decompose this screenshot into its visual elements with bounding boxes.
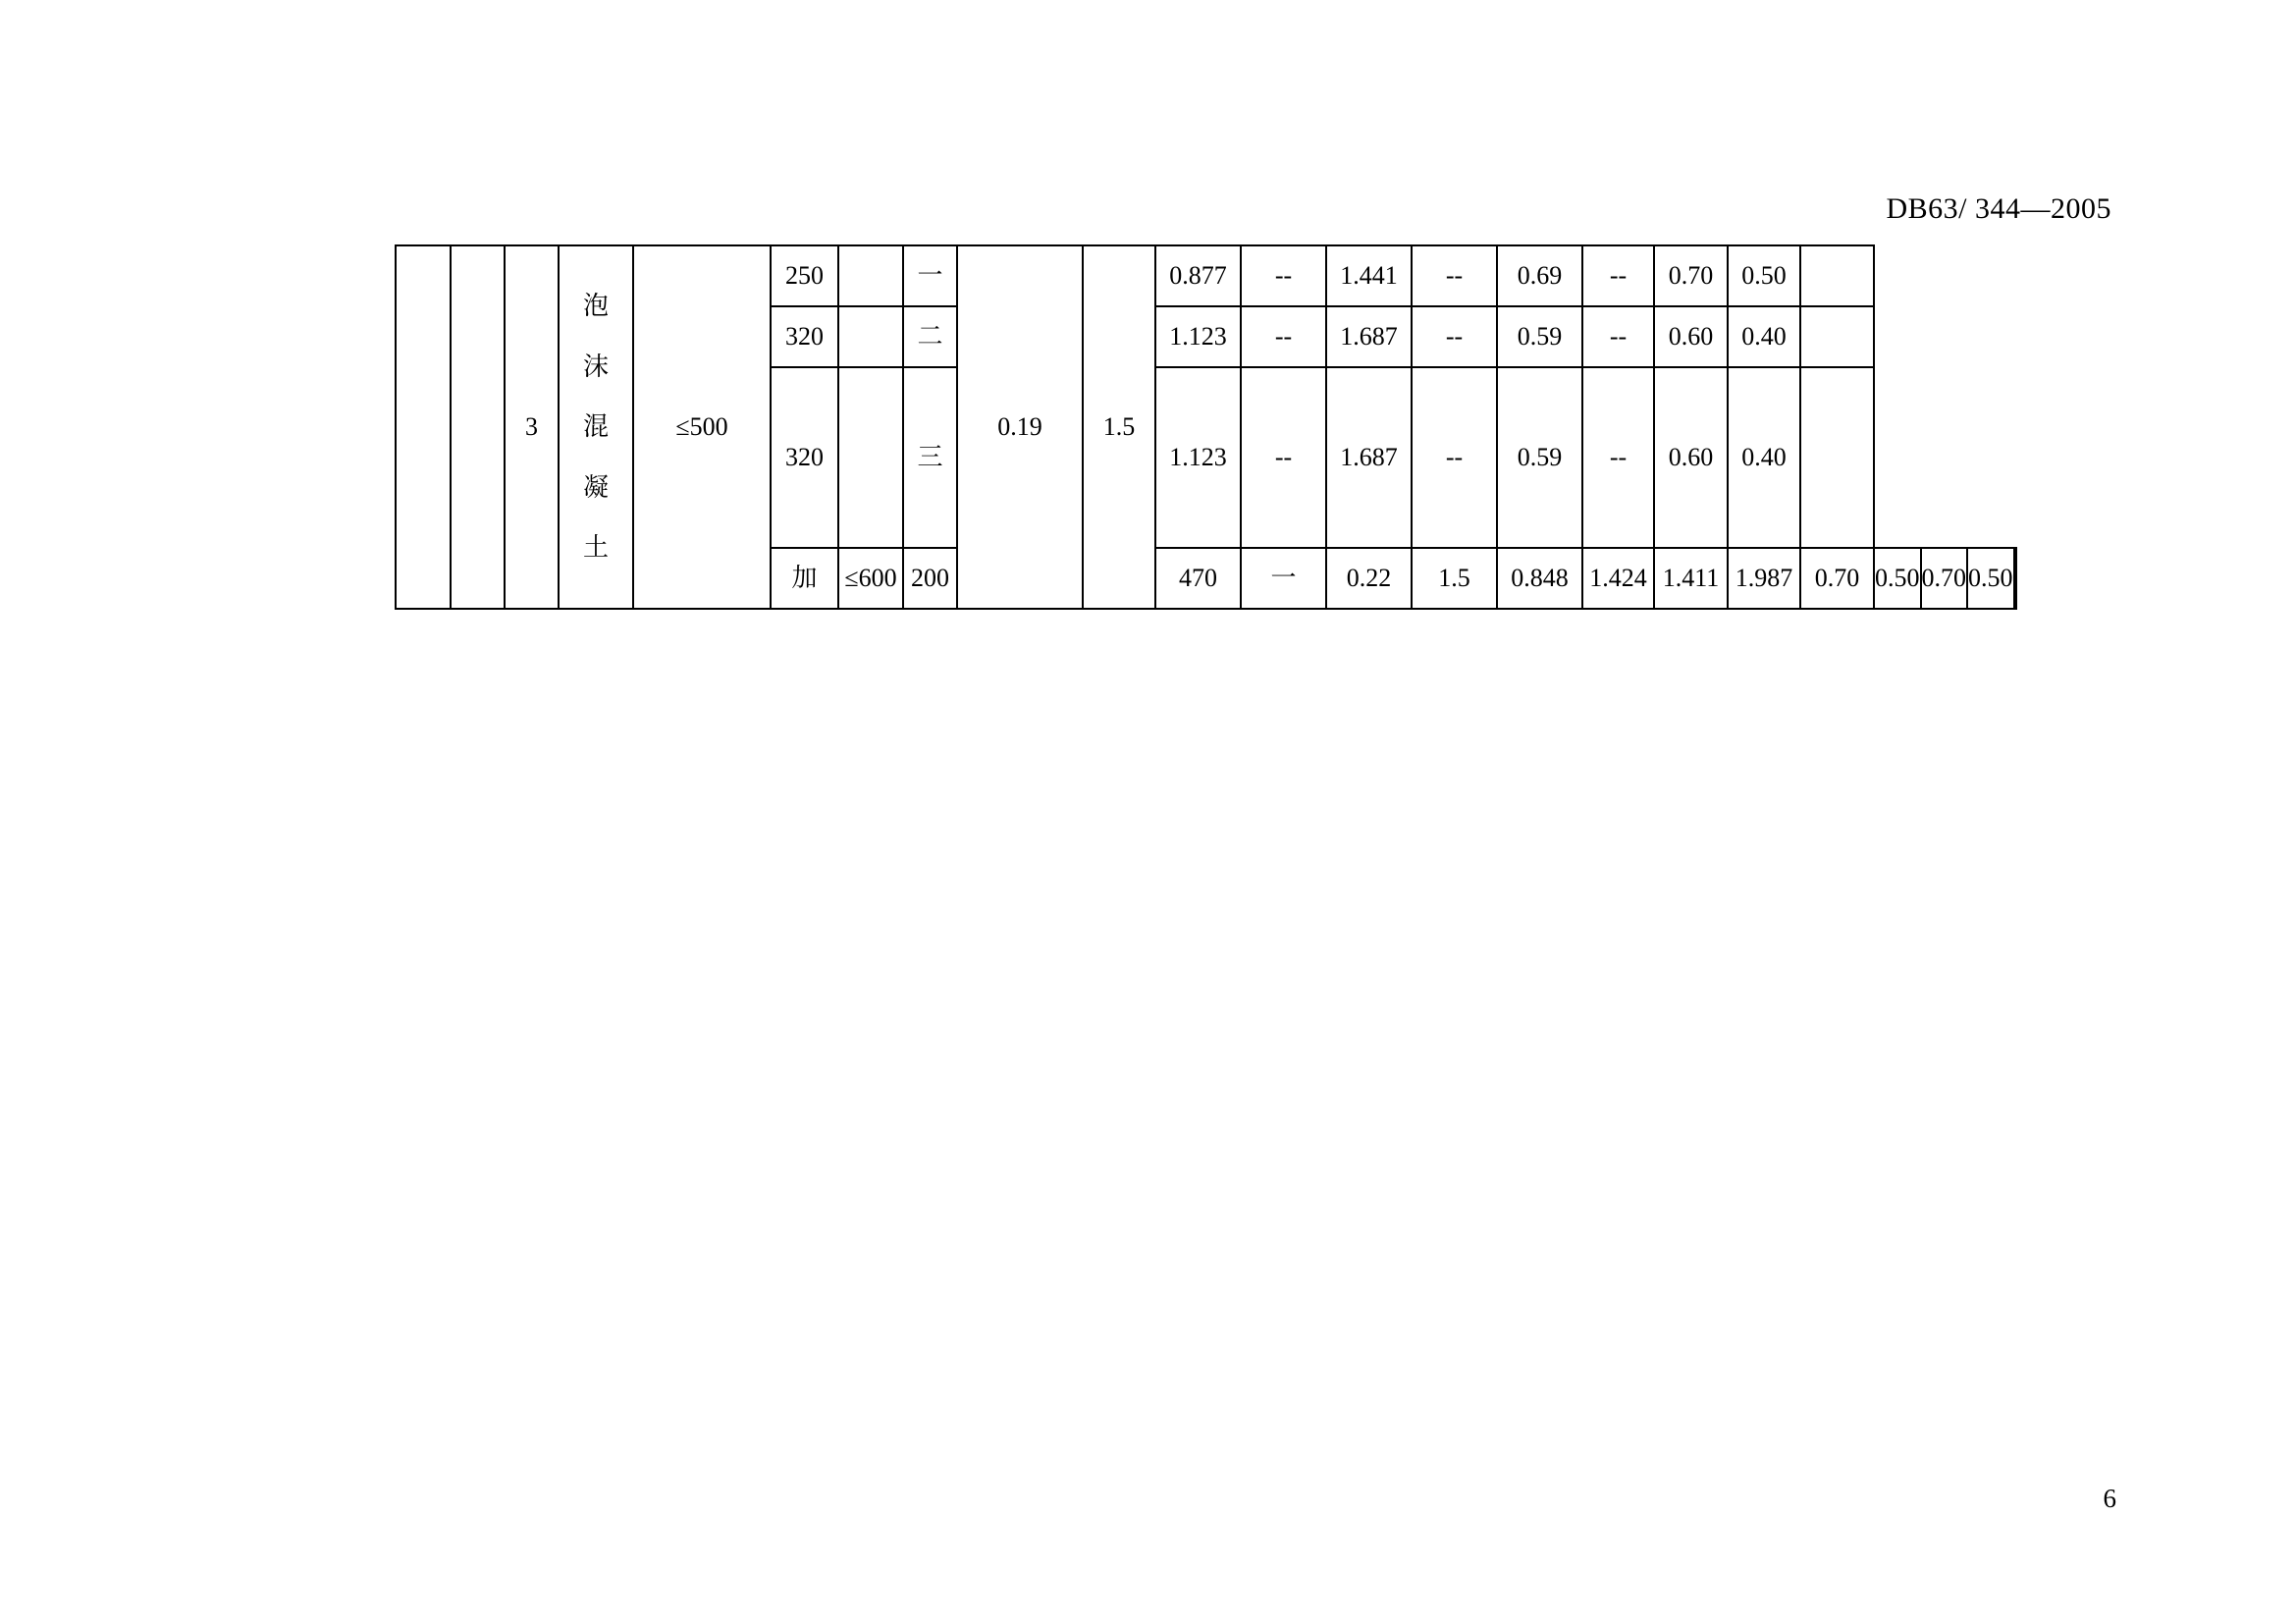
value-cell: 0.59 [1497,306,1582,367]
value-cell: -- [1412,245,1497,306]
value-cell: 1.687 [1326,306,1412,367]
value-cell: 0.40 [1728,306,1800,367]
value-cell: 1.123 [1155,367,1241,548]
value-cell: 1.123 [1155,306,1241,367]
value-cell: 0.40 [1728,367,1800,548]
thickness-cell [838,245,903,306]
value-cell: 0.69 [1497,245,1582,306]
value-cell: 1.441 [1326,245,1412,306]
blank-cell [1800,245,1874,306]
thickness-cell: 250 [771,245,838,306]
data-table [395,244,2017,610]
zone-cell: 二 [903,306,957,367]
value-cell: 0.848 [1497,548,1582,609]
density-cell: ≤500 [633,245,771,609]
blank-cell [396,245,451,609]
value-cell: 1.411 [1654,548,1728,609]
thickness-cell: 320 [771,367,838,548]
zone-cell: 三 [903,367,957,548]
value-cell: 0.59 [1497,367,1582,548]
value-cell: 0.70 [1654,245,1728,306]
thickness-cell: 200 [903,548,957,609]
value-cell: -- [1412,306,1497,367]
document-code: DB63/ 344—2005 [1886,192,2111,225]
coefficient-cell: 1.5 [1412,548,1497,609]
zone-cell: 一 [1241,548,1326,609]
conductivity-cell: 0.22 [1326,548,1412,609]
blank-cell [451,245,505,609]
value-cell: 0.877 [1155,245,1241,306]
value-cell: 0.70 [1921,548,1968,609]
value-cell: -- [1582,245,1654,306]
value-cell: -- [1241,306,1326,367]
blank-cell [1800,367,1874,548]
value-cell: -- [1241,245,1326,306]
thickness-cell: 470 [1155,548,1241,609]
value-cell: 0.60 [1654,306,1728,367]
table-row [396,245,2016,306]
value-cell: 0.70 [1800,548,1874,609]
value-cell: 1.424 [1582,548,1654,609]
material-name: 加 [771,548,838,609]
page-number: 6 [2103,1484,2116,1513]
thickness-cell: 320 [771,306,838,367]
blank-cell [2014,548,2016,609]
value-cell: 1.687 [1326,367,1412,548]
zone-cell: 一 [903,245,957,306]
density-cell: ≤600 [838,548,903,609]
value-cell: -- [1582,306,1654,367]
thickness-cell [838,367,903,548]
thickness-cell [838,306,903,367]
blank-cell [1800,306,1874,367]
coefficient-cell: 1.5 [1083,245,1155,609]
value-cell: 0.50 [1728,245,1800,306]
value-cell: 0.60 [1654,367,1728,548]
value-cell: 0.50 [1874,548,1921,609]
conductivity-cell: 0.19 [957,245,1083,609]
value-cell: -- [1582,367,1654,548]
value-cell: 0.50 [1967,548,2014,609]
value-cell: 1.987 [1728,548,1800,609]
material-name: 泡 沫 混 凝 土 [559,245,633,609]
value-cell: -- [1412,367,1497,548]
group-number-cell: 3 [505,245,559,609]
value-cell: -- [1241,367,1326,548]
